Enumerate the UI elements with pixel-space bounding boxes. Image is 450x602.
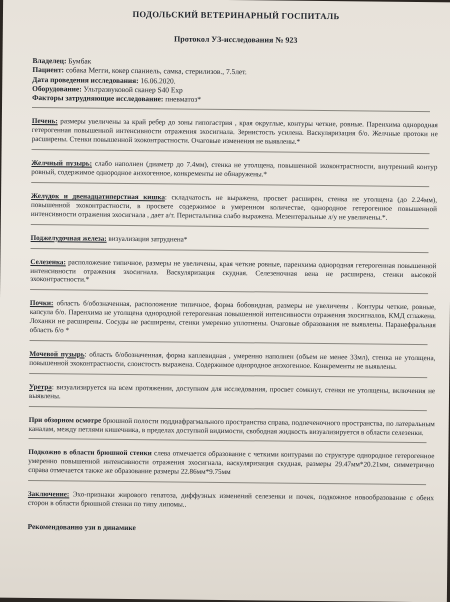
section-bladder: Мочевой пузырь: область б/обозначенная, форма каплевидная , умеренно наполнен (объем не менее 33мл), стенка не утолщена, повышенной эхоконтрастности, слоистость выражена. Содержимое однородное анэхогенное. Конкременты не выявлены.: [29, 349, 436, 371]
section-spleen: Селезенка: расположение типичное, размеры не увеличены, края четкие ровные, паренхима однородная гетерогенная повышенной интенсивности отражения эхосигнала. Васкуляризация скудная. Селезеночная вена не расширена, стенки высокой эхоконтрастности.*: [30, 257, 437, 285]
divider: [29, 406, 427, 411]
section-pancreas: Поджелудочная железа: визуализация затруднена*: [30, 233, 188, 244]
meta-date: Дата проведения исследования: 16.06.2020.: [32, 74, 176, 86]
section-urethra: Уретра: визуализируется на всем протяжении, доступном для исследования, просвет сомкнут, стенки не утолщены, включения не выявлены.: [28, 382, 436, 400]
meta-block: [32, 56, 438, 107]
protocol-title: Протокол УЗ-исследования № 923: [174, 34, 298, 45]
divider: [31, 248, 429, 253]
divider: [30, 340, 428, 345]
meta-owner: Владелец: Бумбак: [32, 55, 92, 66]
section-overview: При обзорном осмотре брюшной полости поддиафрагмального пространства справа, подпеченочного пространства, по латеральным каналам, между петлями кишечника, в пределах доступной видимости, свободная жидкость визуализируется в области селезенки.: [28, 415, 435, 437]
divider: [31, 224, 429, 229]
meta-equipment: Оборудование: Ультразвуковой сканер S40 Exp: [32, 83, 183, 95]
section-conclusion: Заключение: Эхо-признаки жирового гепатоза, диффузных изменений селезенки и почек, подкожное новообразование с обеих сторон в области брюшной стенки по типу липомы..: [27, 490, 434, 509]
recommendation: Рекомендованно узи в динамике: [27, 521, 136, 533]
divider: [30, 289, 428, 294]
section-stomach: Желудок и двенадцатиперстная кишка: складчатость не выражена, просвет расширен, стенка не утолщена (до 2.24мм), повышенной эхоконтрастности, в просвете содержимое в умеренном количестве, однородное гетерогенное повышенной интенсивности отражения эхосигнала , дает а/т. Перистальтика слабо выражена. Мезентеральные л/у не увеличены.*.: [30, 191, 438, 222]
divider: [28, 480, 426, 485]
divider: [29, 373, 427, 378]
divider: [31, 182, 429, 187]
section-liver: Печень: размеры увеличены за край ребер до зоны гипогастрия , края округлые, контуры четкие, ровные. Паренхима однородная гетерогенная повышенной интенсивности отражения эхосигнала. Зернистость усилена. Васкуляризация б/о. Желчные протоки не расширены. Стенки повышенной эхоконтрастности. Очаговые изменения не выявлены.*: [31, 117, 438, 147]
divider: [32, 149, 430, 154]
meta-factors: Факторы затрудняющие исследование: пневматоз*: [32, 93, 202, 104]
section-kidneys: Почки: область б/обозначенная, расположение типичное, форма бобовидная, размеры не увеличены . Контуры четкие, ровные, капсула б/о. Паренхима не утолщена однородной гетерогенная повышенной интенсивности отражения эхосигналов, КМД сглажена. Лоханки не расширены. Сосуды не расширены, стенки умеренно уплотнены. Очаговые образования не выявлены. Паранефральная область б/о *: [29, 299, 436, 335]
meta-patient: Пациент: собака Мегги, кокер спаниель, самка, стерилизов., 7.5лет.: [32, 65, 247, 77]
divider: [32, 107, 430, 112]
hospital-title: ПОДОЛЬСКИЙ ВЕТЕРИНАРНЫЙ ГОСПИТАЛЬ: [132, 9, 340, 22]
divider: [29, 438, 427, 443]
section-gallbladder: Желчный пузырь: слабо наполнен (диаметр до 7.4мм), стенка не утолщена, повышенной эхоконтрастности, внутренний контур ровный, содержимое однородное анэхогенное, конкременты не обнаружены.*: [31, 159, 438, 179]
section-subcutaneous: Подкожно в области брюшной стенки слева отмечается образование с четкими контурами по структуре однородное гетерогенное умеренно повышенной интенсивности отражения эхосигнала, васкуляризация скудная, размеры 29.47мм*20.21мм, симметрично справа отмечается также же образование размеры 22.86мм*9.75мм: [28, 448, 435, 477]
